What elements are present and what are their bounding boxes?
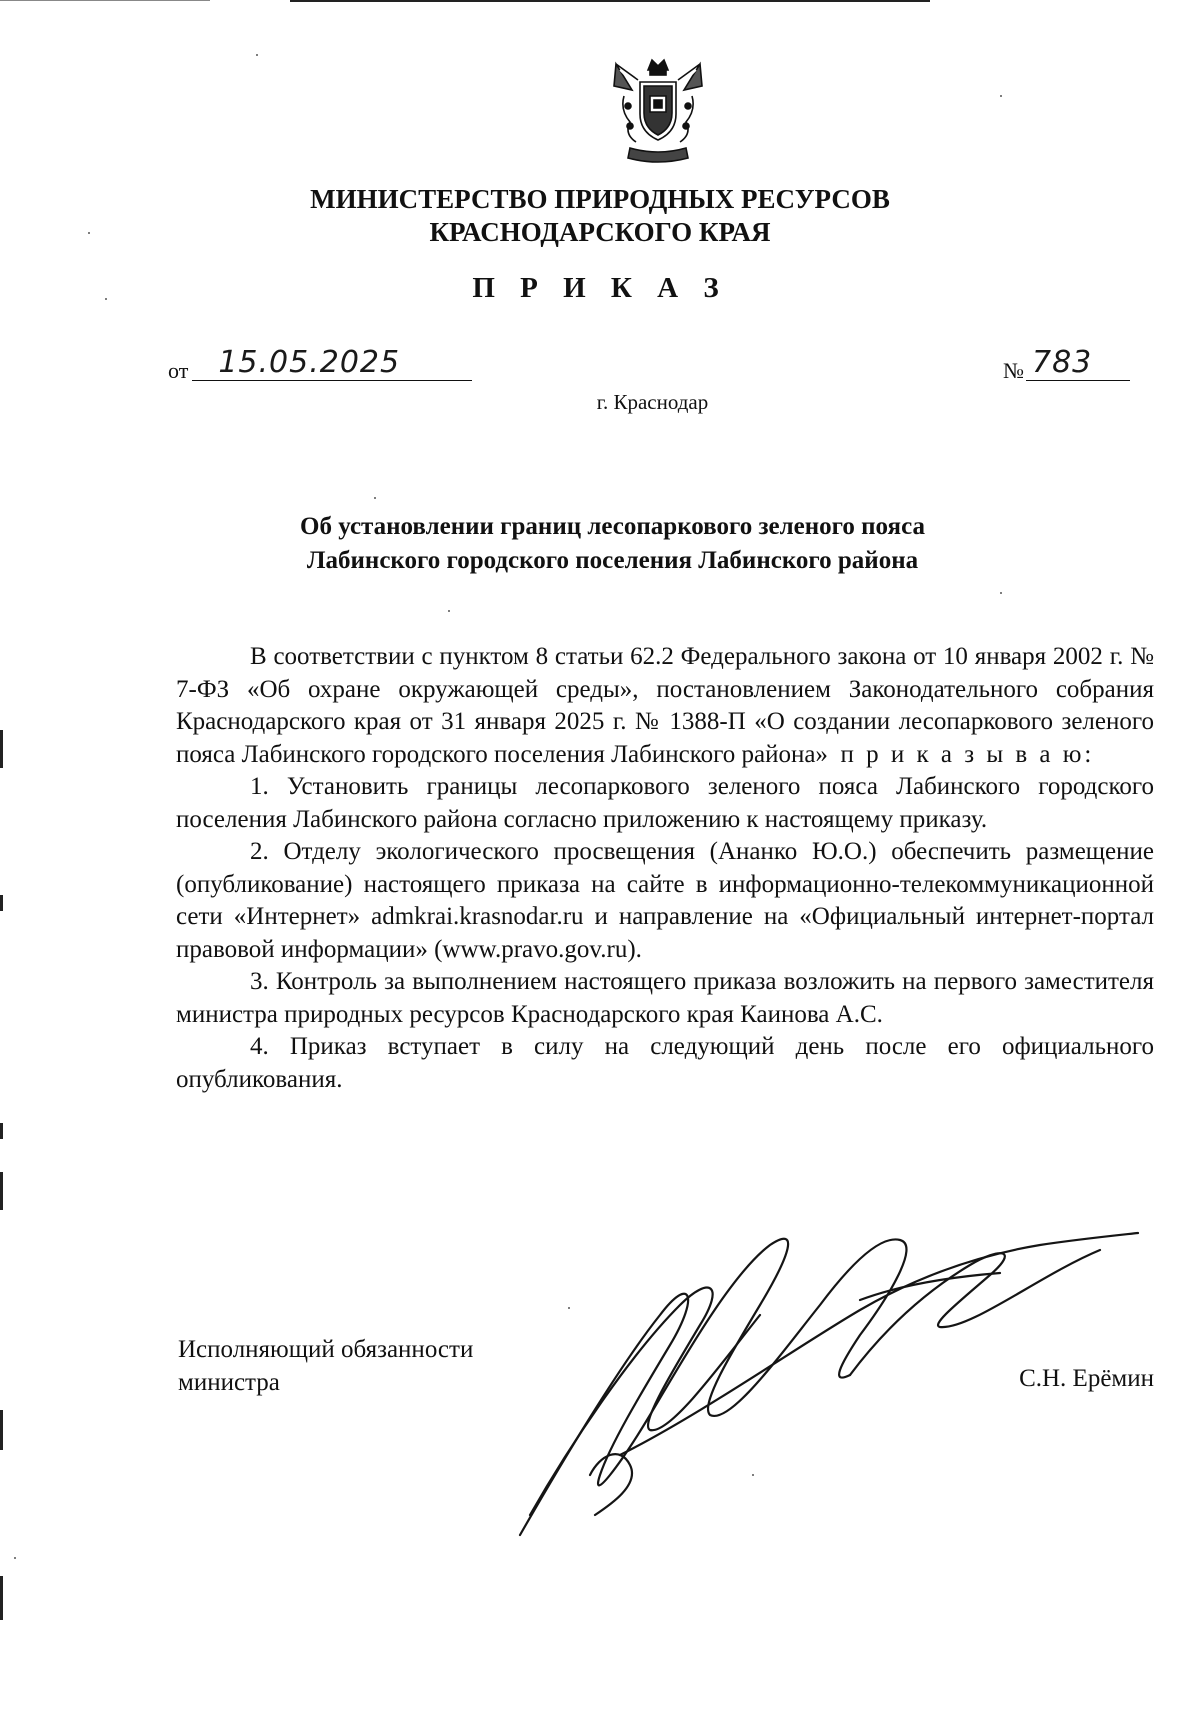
city: г. Краснодар [596,390,709,414]
scan-top-line-left [0,0,210,1]
scan-margin-mark [0,1410,3,1450]
order-item-4: 4. Приказ вступает в силу на следующий день после его официального опубликования. [176,1033,1154,1093]
order-date [168,345,472,381]
order-number [1003,345,1130,381]
scan-top-line [290,0,930,2]
scan-speck [752,1474,754,1476]
scan-margin-mark [0,1576,3,1620]
scan-margin-mark [0,1123,3,1139]
subject-line-2: Лабинского городского поселения Лабинского района [306,547,919,574]
scan-speck [1000,95,1002,97]
position-line-2: министра [178,1369,280,1396]
signatory-name: С.Н. Ерёмин [1019,1365,1154,1392]
handwritten-signature-icon [500,1215,1140,1545]
order-word: п р и к а з ы в а ю: [840,740,1095,768]
number-prefix: № [1003,358,1024,383]
krasnodar-coat-of-arms-icon [610,56,706,166]
date-handwritten: 15.05.2025 [218,345,401,380]
order-item-1: 1. Установить границы лесопаркового зеленого пояса Лабинского городского поселения Лабинского района согласно приложению к настоящему приказу. [176,773,1154,833]
scan-margin-mark [0,895,3,911]
date-line [192,345,472,381]
scan-speck [256,54,258,56]
scan-speck [14,1557,16,1559]
scan-speck [374,497,376,499]
number-handwritten: 783 [1032,345,1093,380]
preamble-text: В соответствии с пунктом 8 статьи 62.2 Федерального закона от 10 января 2002 г. № 7-ФЗ «Об охране окружающей среды», постановлением Законодательного собрания Краснодарского края от 31 января 2025 г. № 1388-П «О создании лесопаркового зеленого пояса Лабинского городского поселения Лабинского района» [176,643,1154,768]
ministry-line-2: КРАСНОДАРСКОГО КРАЯ [429,217,771,247]
scan-speck [88,232,90,234]
order-title: П Р И К А З [472,272,728,304]
order-subject [0,510,1200,578]
ministry-line-1: МИНИСТЕРСТВО ПРИРОДНЫХ РЕСУРСОВ [310,184,890,214]
position-line-1: Исполняющий обязанности [178,1336,474,1363]
order-body [176,641,1154,1096]
scan-speck [568,1307,570,1309]
subject-line-1: Об установлении границ лесопаркового зеленого пояса [300,513,925,540]
order-item-3: 3. Контроль за выполнением настоящего приказа возложить на первого заместителя министра природных ресурсов Краснодарского края Каинова А.С. [176,968,1154,1028]
ministry-heading [0,183,1200,249]
signatory-position [178,1333,473,1399]
preamble-paragraph [176,641,1154,771]
number-line [1026,345,1130,381]
date-prefix: от [168,358,189,383]
scan-speck [1000,592,1002,594]
scan-margin-mark [0,730,3,768]
scan-speck [448,610,450,612]
order-item-2: 2. Отделу экологического просвещения (Ананко Ю.О.) обеспечить размещение (опубликование) настоящего приказа на сайте в информационно-телекоммуникационной сети «Интернет» admkrai.krasnodar.ru и направление на «Официальный интернет-портал правовой информации» (www.pravo.gov.ru). [176,838,1154,963]
scan-margin-mark [0,1172,3,1210]
scan-speck [105,298,107,300]
